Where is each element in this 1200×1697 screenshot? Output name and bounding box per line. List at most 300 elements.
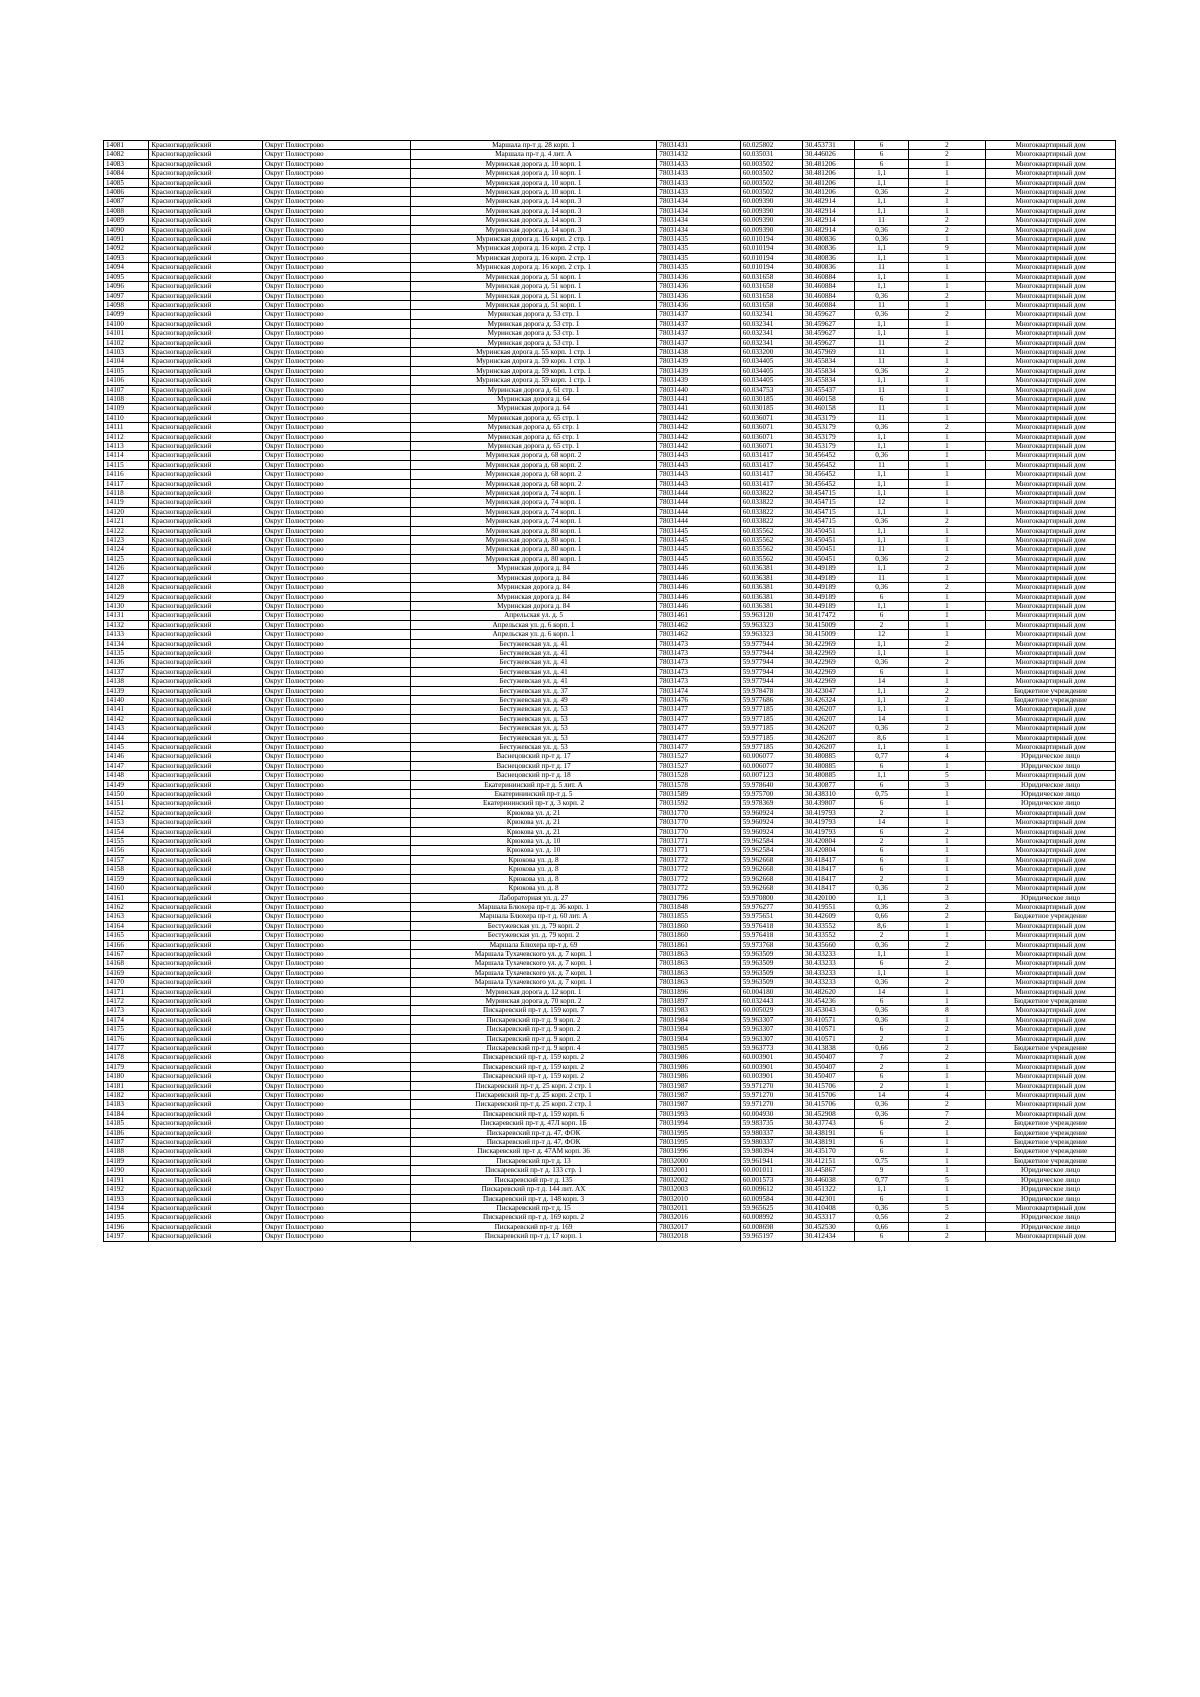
longitude-cell: 30.438310 bbox=[803, 790, 855, 799]
territory-code-cell: 78032010 bbox=[657, 1194, 740, 1203]
row-number-cell: 14129 bbox=[104, 592, 149, 601]
district-cell: Красногвардейский bbox=[149, 695, 263, 704]
latitude-cell: 60.036071 bbox=[740, 442, 802, 451]
territory-code-cell: 78031861 bbox=[657, 940, 740, 949]
district-cell: Красногвардейский bbox=[149, 1072, 263, 1081]
address-cell: Пискаревский пр-т д. 159 корп. 2 bbox=[410, 1072, 656, 1081]
container-count-cell: 2 bbox=[908, 366, 985, 375]
object-type-cell: Юридическое лицо bbox=[986, 1166, 1116, 1175]
object-type-cell: Многоквартирный дом bbox=[986, 206, 1116, 215]
territory-code-cell: 78031987 bbox=[657, 1100, 740, 1109]
latitude-cell: 59.960924 bbox=[740, 808, 802, 817]
table-row bbox=[104, 216, 1116, 225]
object-type-cell: Многоквартирный дом bbox=[986, 592, 1116, 601]
address-cell: Бестужевская ул. д. 53 bbox=[410, 733, 656, 742]
district-cell: Красногвардейский bbox=[149, 733, 263, 742]
territory-code-cell: 78031772 bbox=[657, 865, 740, 874]
container-count-cell: 1 bbox=[908, 1185, 985, 1194]
latitude-cell: 59.977944 bbox=[740, 667, 802, 676]
container-count-cell: 2 bbox=[908, 554, 985, 563]
territory-code-cell: 78031433 bbox=[657, 159, 740, 168]
container-count-cell: 1 bbox=[908, 573, 985, 582]
address-cell: Бестужевская ул. д. 41 bbox=[410, 639, 656, 648]
territory-code-cell: 78031438 bbox=[657, 347, 740, 356]
longitude-cell: 30.442609 bbox=[803, 912, 855, 921]
object-type-cell: Многоквартирный дом bbox=[986, 620, 1116, 629]
latitude-cell: 60.009390 bbox=[740, 197, 802, 206]
object-type-cell: Многоквартирный дом bbox=[986, 573, 1116, 582]
container-volume-cell: 1,1 bbox=[855, 601, 908, 610]
latitude-cell: 59.963307 bbox=[740, 1034, 802, 1043]
district-cell: Красногвардейский bbox=[149, 545, 263, 554]
address-cell: Муринская дорога д. 68 корп. 2 bbox=[410, 479, 656, 488]
municipality-cell: Округ Полюстрово bbox=[262, 620, 410, 629]
latitude-cell: 59.963509 bbox=[740, 978, 802, 987]
row-number-cell: 14146 bbox=[104, 752, 149, 761]
object-type-cell: Многоквартирный дом bbox=[986, 705, 1116, 714]
address-cell: Муринская дорога д. 65 стр. 1 bbox=[410, 423, 656, 432]
container-volume-cell: 0,36 bbox=[855, 423, 908, 432]
object-type-cell: Юридическое лицо bbox=[986, 893, 1116, 902]
container-count-cell: 7 bbox=[908, 1109, 985, 1118]
object-type-cell: Многоквартирный дом bbox=[986, 479, 1116, 488]
container-count-cell: 1 bbox=[908, 1194, 985, 1203]
municipality-cell: Округ Полюстрово bbox=[262, 1203, 410, 1212]
longitude-cell: 30.419793 bbox=[803, 818, 855, 827]
municipality-cell: Округ Полюстрово bbox=[262, 460, 410, 469]
address-cell: Муринская дорога д. 84 bbox=[410, 564, 656, 573]
object-type-cell: Многоквартирный дом bbox=[986, 263, 1116, 272]
district-cell: Красногвардейский bbox=[149, 385, 263, 394]
longitude-cell: 30.480836 bbox=[803, 253, 855, 262]
latitude-cell: 60.003901 bbox=[740, 1053, 802, 1062]
longitude-cell: 30.481206 bbox=[803, 169, 855, 178]
table-row bbox=[104, 470, 1116, 479]
territory-code-cell: 78031897 bbox=[657, 996, 740, 1005]
district-cell: Красногвардейский bbox=[149, 837, 263, 846]
municipality-cell: Округ Полюстрово bbox=[262, 714, 410, 723]
table-row bbox=[104, 724, 1116, 733]
territory-code-cell: 78031589 bbox=[657, 790, 740, 799]
longitude-cell: 30.482914 bbox=[803, 216, 855, 225]
longitude-cell: 30.459627 bbox=[803, 338, 855, 347]
object-type-cell: Многоквартирный дом bbox=[986, 451, 1116, 460]
latitude-cell: 60.001573 bbox=[740, 1175, 802, 1184]
container-count-cell: 1 bbox=[908, 743, 985, 752]
row-number-cell: 14147 bbox=[104, 761, 149, 770]
row-number-cell: 14174 bbox=[104, 1015, 149, 1024]
municipality-cell: Округ Полюстрово bbox=[262, 451, 410, 460]
district-cell: Красногвардейский bbox=[149, 658, 263, 667]
row-number-cell: 14157 bbox=[104, 855, 149, 864]
latitude-cell: 60.010194 bbox=[740, 253, 802, 262]
municipality-cell: Округ Полюстрово bbox=[262, 385, 410, 394]
territory-code-cell: 78032016 bbox=[657, 1213, 740, 1222]
territory-code-cell: 78031771 bbox=[657, 846, 740, 855]
longitude-cell: 30.481206 bbox=[803, 188, 855, 197]
district-cell: Красногвардейский bbox=[149, 347, 263, 356]
municipality-cell: Округ Полюстрово bbox=[262, 855, 410, 864]
territory-code-cell: 78031771 bbox=[657, 837, 740, 846]
district-cell: Красногвардейский bbox=[149, 573, 263, 582]
row-number-cell: 14168 bbox=[104, 959, 149, 968]
table-row bbox=[104, 366, 1116, 375]
latitude-cell: 60.003502 bbox=[740, 159, 802, 168]
latitude-cell: 60.034405 bbox=[740, 376, 802, 385]
container-volume-cell: 11 bbox=[855, 300, 908, 309]
row-number-cell: 14183 bbox=[104, 1100, 149, 1109]
longitude-cell: 30.413838 bbox=[803, 1044, 855, 1053]
longitude-cell: 30.439807 bbox=[803, 799, 855, 808]
territory-code-cell: 78031444 bbox=[657, 507, 740, 516]
row-number-cell: 14083 bbox=[104, 159, 149, 168]
latitude-cell: 60.035562 bbox=[740, 536, 802, 545]
district-cell: Красногвардейский bbox=[149, 724, 263, 733]
address-cell: Маршала Тухачевского ул. д. 7 корп. 1 bbox=[410, 978, 656, 987]
container-volume-cell: 1,1 bbox=[855, 244, 908, 253]
district-cell: Красногвардейский bbox=[149, 949, 263, 958]
territory-code-cell: 78031863 bbox=[657, 949, 740, 958]
container-volume-cell: 1,1 bbox=[855, 169, 908, 178]
row-number-cell: 14098 bbox=[104, 300, 149, 309]
district-cell: Красногвардейский bbox=[149, 376, 263, 385]
territory-code-cell: 78031863 bbox=[657, 968, 740, 977]
latitude-cell: 60.007123 bbox=[740, 771, 802, 780]
territory-code-cell: 78031441 bbox=[657, 394, 740, 403]
address-cell: Муринская дорога д. 16 корп. 2 стр. 1 bbox=[410, 235, 656, 244]
district-cell: Красногвардейский bbox=[149, 291, 263, 300]
municipality-cell: Округ Полюстрово bbox=[262, 639, 410, 648]
container-count-cell: 1 bbox=[908, 498, 985, 507]
table-row bbox=[104, 893, 1116, 902]
table-row bbox=[104, 451, 1116, 460]
container-volume-cell: 0,36 bbox=[855, 1015, 908, 1024]
table-row bbox=[104, 1025, 1116, 1034]
address-cell: Бестужевская ул. д. 41 bbox=[410, 667, 656, 676]
container-count-cell: 2 bbox=[908, 423, 985, 432]
longitude-cell: 30.451322 bbox=[803, 1185, 855, 1194]
latitude-cell: 59.962668 bbox=[740, 874, 802, 883]
container-volume-cell: 0,36 bbox=[855, 884, 908, 893]
container-count-cell: 1 bbox=[908, 1072, 985, 1081]
longitude-cell: 30.426207 bbox=[803, 743, 855, 752]
latitude-cell: 59.962668 bbox=[740, 884, 802, 893]
object-type-cell: Многоквартирный дом bbox=[986, 743, 1116, 752]
data-table bbox=[103, 140, 1116, 1242]
object-type-cell: Многоквартирный дом bbox=[986, 404, 1116, 413]
latitude-cell: 59.980394 bbox=[740, 1147, 802, 1156]
district-cell: Красногвардейский bbox=[149, 554, 263, 563]
container-count-cell: 2 bbox=[908, 959, 985, 968]
table-row bbox=[104, 959, 1116, 968]
district-cell: Красногвардейский bbox=[149, 1091, 263, 1100]
longitude-cell: 30.419793 bbox=[803, 827, 855, 836]
table-row bbox=[104, 554, 1116, 563]
territory-code-cell: 78031444 bbox=[657, 489, 740, 498]
address-cell: Муринская дорога д. 10 корп. 1 bbox=[410, 178, 656, 187]
latitude-cell: 59.978478 bbox=[740, 686, 802, 695]
table-row bbox=[104, 338, 1116, 347]
territory-code-cell: 78031442 bbox=[657, 413, 740, 422]
territory-code-cell: 78031446 bbox=[657, 564, 740, 573]
longitude-cell: 30.460158 bbox=[803, 394, 855, 403]
container-count-cell: 2 bbox=[908, 291, 985, 300]
territory-code-cell: 78031436 bbox=[657, 272, 740, 281]
longitude-cell: 30.410571 bbox=[803, 1025, 855, 1034]
municipality-cell: Округ Полюстрово bbox=[262, 291, 410, 300]
longitude-cell: 30.482620 bbox=[803, 987, 855, 996]
territory-code-cell: 78031528 bbox=[657, 771, 740, 780]
row-number-cell: 14102 bbox=[104, 338, 149, 347]
address-cell: Муринская дорога д. 53 стр. 1 bbox=[410, 319, 656, 328]
district-cell: Красногвардейский bbox=[149, 639, 263, 648]
district-cell: Красногвардейский bbox=[149, 1213, 263, 1222]
latitude-cell: 59.971270 bbox=[740, 1091, 802, 1100]
object-type-cell: Многоквартирный дом bbox=[986, 827, 1116, 836]
row-number-cell: 14171 bbox=[104, 987, 149, 996]
municipality-cell: Округ Полюстрово bbox=[262, 583, 410, 592]
latitude-cell: 60.031417 bbox=[740, 470, 802, 479]
territory-code-cell: 78031436 bbox=[657, 282, 740, 291]
object-type-cell: Многоквартирный дом bbox=[986, 272, 1116, 281]
table-body bbox=[104, 141, 1116, 1242]
territory-code-cell: 78031446 bbox=[657, 592, 740, 601]
container-count-cell: 1 bbox=[908, 808, 985, 817]
object-type-cell: Многоквартирный дом bbox=[986, 329, 1116, 338]
municipality-cell: Округ Полюстрово bbox=[262, 310, 410, 319]
container-count-cell: 1 bbox=[908, 1147, 985, 1156]
territory-code-cell: 78031437 bbox=[657, 329, 740, 338]
row-number-cell: 14094 bbox=[104, 263, 149, 272]
municipality-cell: Округ Полюстрово bbox=[262, 733, 410, 742]
container-volume-cell: 0,66 bbox=[855, 1222, 908, 1231]
container-volume-cell: 1,1 bbox=[855, 479, 908, 488]
territory-code-cell: 78031578 bbox=[657, 780, 740, 789]
container-count-cell: 2 bbox=[908, 912, 985, 921]
municipality-cell: Округ Полюстрово bbox=[262, 1213, 410, 1222]
district-cell: Красногвардейский bbox=[149, 893, 263, 902]
address-cell: Бестужевская ул. д. 53 bbox=[410, 743, 656, 752]
container-volume-cell: 2 bbox=[855, 620, 908, 629]
container-count-cell: 1 bbox=[908, 1166, 985, 1175]
district-cell: Красногвардейский bbox=[149, 1081, 263, 1090]
longitude-cell: 30.418417 bbox=[803, 874, 855, 883]
container-count-cell: 2 bbox=[908, 686, 985, 695]
container-volume-cell: 12 bbox=[855, 630, 908, 639]
table-row bbox=[104, 837, 1116, 846]
latitude-cell: 60.030185 bbox=[740, 404, 802, 413]
table-row bbox=[104, 319, 1116, 328]
table-row bbox=[104, 1072, 1116, 1081]
address-cell: Екатерининский пр-т д. 5 bbox=[410, 790, 656, 799]
table-row bbox=[104, 978, 1116, 987]
address-cell: Бестужевская ул. д. 79 корп. 2 bbox=[410, 931, 656, 940]
territory-code-cell: 78031987 bbox=[657, 1091, 740, 1100]
object-type-cell: Многоквартирный дом bbox=[986, 526, 1116, 535]
object-type-cell: Многоквартирный дом bbox=[986, 517, 1116, 526]
territory-code-cell: 78031477 bbox=[657, 705, 740, 714]
longitude-cell: 30.449189 bbox=[803, 564, 855, 573]
table-row bbox=[104, 385, 1116, 394]
municipality-cell: Округ Полюстрово bbox=[262, 1119, 410, 1128]
object-type-cell: Многоквартирный дом bbox=[986, 338, 1116, 347]
container-volume-cell: 6 bbox=[855, 827, 908, 836]
row-number-cell: 14096 bbox=[104, 282, 149, 291]
longitude-cell: 30.435170 bbox=[803, 1147, 855, 1156]
table-row bbox=[104, 846, 1116, 855]
latitude-cell: 59.977944 bbox=[740, 658, 802, 667]
table-row bbox=[104, 1166, 1116, 1175]
district-cell: Красногвардейский bbox=[149, 470, 263, 479]
container-count-cell: 1 bbox=[908, 714, 985, 723]
latitude-cell: 60.033200 bbox=[740, 347, 802, 356]
address-cell: Муринская дорога д. 14 корп. 3 bbox=[410, 225, 656, 234]
container-volume-cell: 1,1 bbox=[855, 771, 908, 780]
container-count-cell: 2 bbox=[908, 188, 985, 197]
table-row bbox=[104, 413, 1116, 422]
object-type-cell: Многоквартирный дом bbox=[986, 949, 1116, 958]
address-cell: Маршала Блюхера пр-т д. 36 корп. 1 bbox=[410, 902, 656, 911]
container-count-cell: 2 bbox=[908, 940, 985, 949]
territory-code-cell: 78031473 bbox=[657, 639, 740, 648]
territory-code-cell: 78031433 bbox=[657, 188, 740, 197]
district-cell: Красногвардейский bbox=[149, 611, 263, 620]
row-number-cell: 14193 bbox=[104, 1194, 149, 1203]
municipality-cell: Округ Полюстрово bbox=[262, 536, 410, 545]
municipality-cell: Округ Полюстрово bbox=[262, 827, 410, 836]
municipality-cell: Округ Полюстрово bbox=[262, 705, 410, 714]
address-cell: Пискаревский пр-т д. 159 корп. 7 bbox=[410, 1006, 656, 1015]
territory-code-cell: 78031473 bbox=[657, 648, 740, 657]
territory-code-cell: 78031477 bbox=[657, 714, 740, 723]
district-cell: Красногвардейский bbox=[149, 1185, 263, 1194]
longitude-cell: 30.450451 bbox=[803, 536, 855, 545]
longitude-cell: 30.415706 bbox=[803, 1081, 855, 1090]
address-cell: Муринская дорога д. 14 корп. 3 bbox=[410, 216, 656, 225]
table-row bbox=[104, 310, 1116, 319]
object-type-cell: Многоквартирный дом bbox=[986, 554, 1116, 563]
address-cell: Муринская дорога д. 14 корп. 3 bbox=[410, 197, 656, 206]
district-cell: Красногвардейский bbox=[149, 150, 263, 159]
address-cell: Пискаревский пр-т д. 25 корп. 2 стр. 1 bbox=[410, 1081, 656, 1090]
territory-code-cell: 78031444 bbox=[657, 498, 740, 507]
longitude-cell: 30.457969 bbox=[803, 347, 855, 356]
latitude-cell: 59.963120 bbox=[740, 611, 802, 620]
object-type-cell: Бюджетное учреждение bbox=[986, 912, 1116, 921]
district-cell: Красногвардейский bbox=[149, 630, 263, 639]
address-cell: Маршала Тухачевского ул. д. 7 корп. 1 bbox=[410, 968, 656, 977]
address-cell: Муринская дорога д. 51 корп. 1 bbox=[410, 300, 656, 309]
table-row bbox=[104, 827, 1116, 836]
longitude-cell: 30.456452 bbox=[803, 479, 855, 488]
address-cell: Пискаревский пр-т д. 13 bbox=[410, 1156, 656, 1165]
municipality-cell: Округ Полюстрово bbox=[262, 865, 410, 874]
row-number-cell: 14082 bbox=[104, 150, 149, 159]
table-row bbox=[104, 564, 1116, 573]
container-volume-cell: 2 bbox=[855, 874, 908, 883]
latitude-cell: 59.977944 bbox=[740, 639, 802, 648]
table-row bbox=[104, 902, 1116, 911]
address-cell: Пискаревский пр-т д. 9 корп. 4 bbox=[410, 1044, 656, 1053]
container-volume-cell: 0,36 bbox=[855, 1006, 908, 1015]
object-type-cell: Юридическое лицо bbox=[986, 790, 1116, 799]
territory-code-cell: 78031474 bbox=[657, 686, 740, 695]
latitude-cell: 60.035562 bbox=[740, 526, 802, 535]
container-count-cell: 1 bbox=[908, 921, 985, 930]
container-volume-cell: 1,1 bbox=[855, 470, 908, 479]
table-row bbox=[104, 921, 1116, 930]
territory-code-cell: 78031444 bbox=[657, 517, 740, 526]
latitude-cell: 60.033822 bbox=[740, 517, 802, 526]
address-cell: Пискаревский пр-т д. 133 стр. 1 bbox=[410, 1166, 656, 1175]
address-cell: Бестужевская ул. д. 49 bbox=[410, 695, 656, 704]
object-type-cell: Многоквартирный дом bbox=[986, 931, 1116, 940]
district-cell: Красногвардейский bbox=[149, 253, 263, 262]
district-cell: Красногвардейский bbox=[149, 1194, 263, 1203]
latitude-cell: 59.977185 bbox=[740, 714, 802, 723]
municipality-cell: Округ Полюстрово bbox=[262, 1147, 410, 1156]
address-cell: Бестужевская ул. д. 53 bbox=[410, 724, 656, 733]
object-type-cell: Многоквартирный дом bbox=[986, 225, 1116, 234]
address-cell: Пискаревский пр-т д. 9 корп. 2 bbox=[410, 1034, 656, 1043]
object-type-cell: Многоквартирный дом bbox=[986, 865, 1116, 874]
territory-code-cell: 78031434 bbox=[657, 216, 740, 225]
container-volume-cell: 0,36 bbox=[855, 451, 908, 460]
container-count-cell: 5 bbox=[908, 1203, 985, 1212]
territory-code-cell: 78031446 bbox=[657, 583, 740, 592]
table-row bbox=[104, 686, 1116, 695]
object-type-cell: Многоквартирный дом bbox=[986, 169, 1116, 178]
table-row bbox=[104, 987, 1116, 996]
address-cell: Крюкова ул. д. 10 bbox=[410, 837, 656, 846]
address-cell: Бестужевская ул. д. 37 bbox=[410, 686, 656, 695]
latitude-cell: 60.009390 bbox=[740, 206, 802, 215]
row-number-cell: 14153 bbox=[104, 818, 149, 827]
municipality-cell: Округ Полюстрово bbox=[262, 611, 410, 620]
municipality-cell: Округ Полюстрово bbox=[262, 1128, 410, 1137]
object-type-cell: Многоквартирный дом bbox=[986, 413, 1116, 422]
table-row bbox=[104, 630, 1116, 639]
container-volume-cell: 11 bbox=[855, 545, 908, 554]
municipality-cell: Округ Полюстрово bbox=[262, 178, 410, 187]
object-type-cell: Многоквартирный дом bbox=[986, 159, 1116, 168]
address-cell: Муринская дорога д. 65 стр. 1 bbox=[410, 413, 656, 422]
container-count-cell: 8 bbox=[908, 1006, 985, 1015]
row-number-cell: 14197 bbox=[104, 1232, 149, 1241]
municipality-cell: Округ Полюстрово bbox=[262, 686, 410, 695]
container-count-cell: 2 bbox=[908, 724, 985, 733]
object-type-cell: Юридическое лицо bbox=[986, 1213, 1116, 1222]
latitude-cell: 60.001011 bbox=[740, 1166, 802, 1175]
latitude-cell: 60.031658 bbox=[740, 282, 802, 291]
territory-code-cell: 78032001 bbox=[657, 1166, 740, 1175]
address-cell: Муринская дорога д. 14 корп. 3 bbox=[410, 206, 656, 215]
longitude-cell: 30.454236 bbox=[803, 996, 855, 1005]
address-cell: Муринская дорога д. 55 корп. 1 стр. 1 bbox=[410, 347, 656, 356]
table-row bbox=[104, 996, 1116, 1005]
container-count-cell: 1 bbox=[908, 1034, 985, 1043]
table-row bbox=[104, 771, 1116, 780]
container-count-cell: 1 bbox=[908, 968, 985, 977]
territory-code-cell: 78031432 bbox=[657, 150, 740, 159]
municipality-cell: Округ Полюстрово bbox=[262, 912, 410, 921]
municipality-cell: Округ Полюстрово bbox=[262, 366, 410, 375]
longitude-cell: 30.460884 bbox=[803, 300, 855, 309]
table-row bbox=[104, 507, 1116, 516]
row-number-cell: 14160 bbox=[104, 884, 149, 893]
container-volume-cell: 2 bbox=[855, 1081, 908, 1090]
district-cell: Красногвардейский bbox=[149, 526, 263, 535]
